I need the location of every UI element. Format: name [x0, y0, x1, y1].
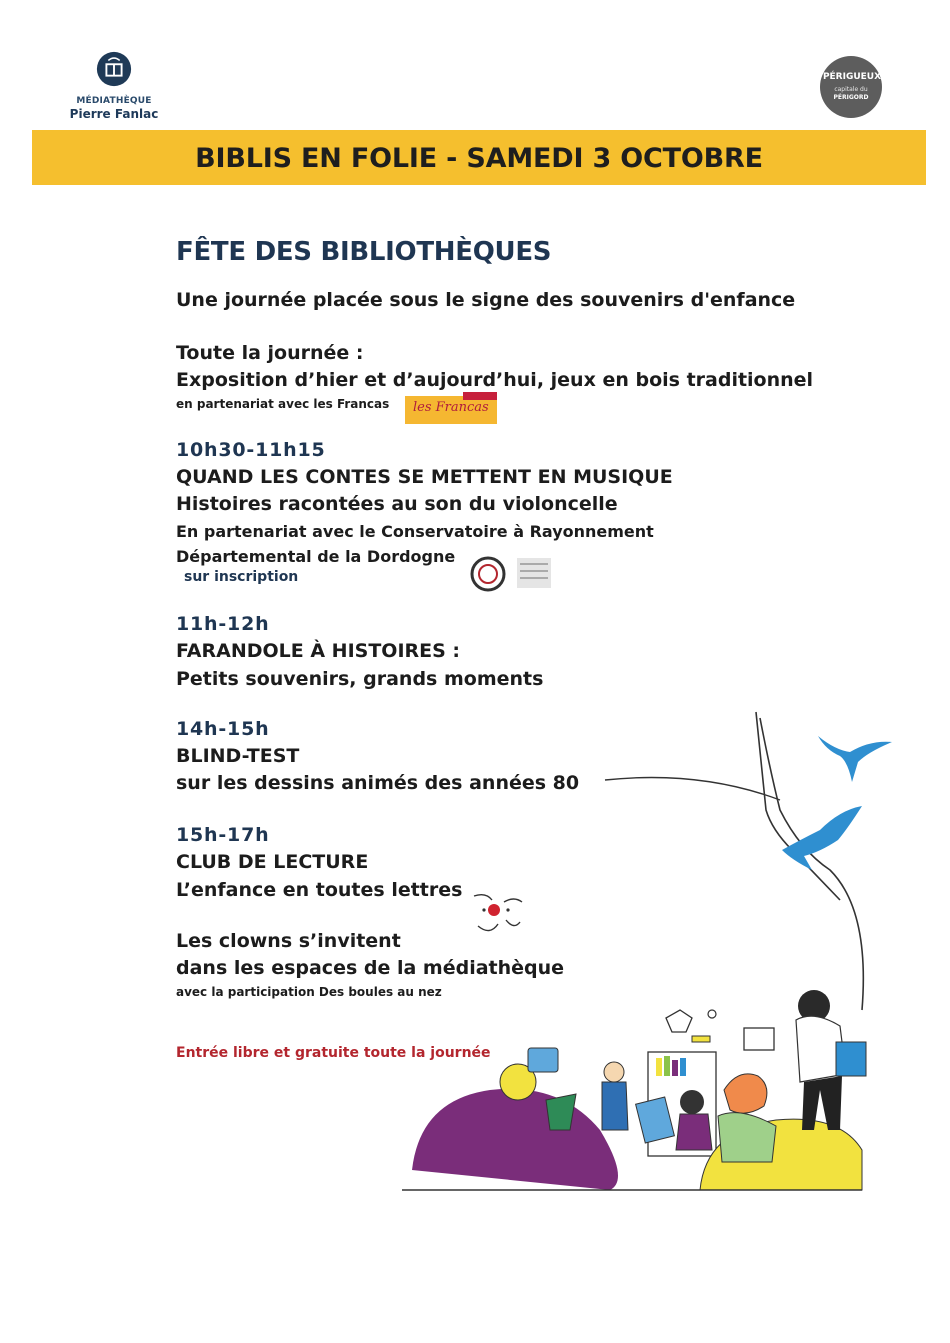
clowns-line2: dans les espaces de la médiathèque [176, 957, 565, 979]
session1-note: sur inscription [184, 569, 299, 585]
mediatheque-logo [62, 50, 166, 121]
title-banner [32, 130, 926, 185]
footer-note: Entrée libre et gratuite toute la journée [176, 1045, 491, 1061]
book-icon [836, 1042, 866, 1076]
session1-subtitle: Histoires racontées au son du violoncelle [176, 493, 618, 515]
bird-icon [818, 736, 892, 782]
session1-partner-line2: Départemental de la Dordogne [176, 547, 456, 566]
session1-partner-line1: En partenariat avec le Conservatoire à Rayonnement [176, 522, 654, 541]
bird-icon-2 [782, 806, 862, 870]
page-subheading: Une journée placée sous le signe des souvenirs d'enfance [176, 289, 796, 311]
city-logo-line-1: PÉRIGUEUX [822, 72, 882, 82]
conservatoire-logo [468, 552, 558, 594]
perigueux-logo [820, 56, 886, 118]
purple-pouf [412, 1089, 618, 1190]
session4-title: CLUB DE LECTURE [176, 851, 369, 873]
francas-logo-text: les Francas [413, 400, 489, 415]
logo-line-2: Pierre Fanlac [69, 107, 159, 121]
francas-logo [405, 396, 497, 424]
session4-time: 15h-17h [176, 824, 270, 846]
library-illustration [400, 710, 920, 1200]
allday-label: Toute la journée : [176, 342, 364, 364]
session1-title: QUAND LES CONTES SE METTENT EN MUSIQUE [176, 466, 673, 488]
city-logo-line-2: capitale du [834, 86, 868, 93]
banner-title: BIBLIS EN FOLIE - SAMEDI 3 OCTOBRE [195, 143, 763, 174]
allday-title: Exposition d’hier et d’aujourd’hui, jeux en bois traditionnel [176, 369, 814, 391]
session3-time: 14h-15h [176, 718, 270, 740]
clowns-line1: Les clowns s’invitent [176, 930, 401, 952]
session4-subtitle: L’enfance en toutes lettres [176, 879, 463, 901]
city-logo-line-3: PÉRIGORD [833, 94, 869, 101]
session2-time: 11h-12h [176, 613, 270, 635]
allday-partner: en partenariat avec les Francas [176, 397, 390, 411]
page-heading: FÊTE DES BIBLIOTHÈQUES [176, 237, 552, 267]
library-book-icon [95, 50, 133, 88]
curve-line [605, 778, 780, 801]
session2-subtitle: Petits souvenirs, grands moments [176, 668, 544, 690]
logo-tag-icon [463, 392, 497, 400]
session2-title: FARANDOLE À HISTOIRES : [176, 640, 461, 662]
session1-time: 10h30-11h15 [176, 439, 326, 461]
logo-line-1: MÉDIATHÈQUE [76, 96, 152, 106]
tablet-icon [528, 1048, 558, 1072]
session3-subtitle: sur les dessins animés des années 80 [176, 772, 580, 794]
speech-bubble-icon [820, 56, 882, 118]
session3-title: BLIND-TEST [176, 745, 300, 767]
clowns-participation: avec la participation Des boules au nez [176, 985, 442, 999]
